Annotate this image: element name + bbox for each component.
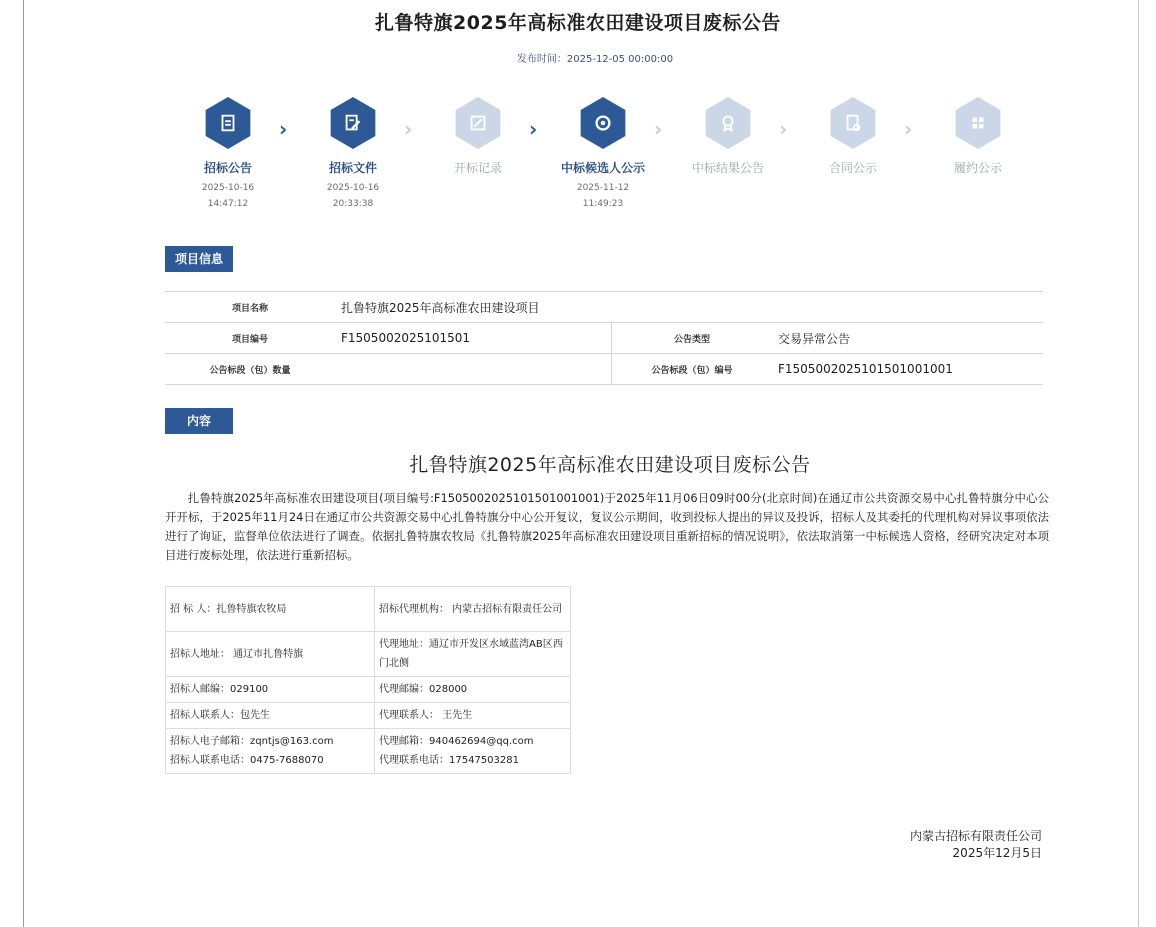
step-date: 2025-11-12 11:49:23 — [576, 183, 630, 209]
step-bid-documents[interactable] — [298, 97, 408, 212]
step-label: 招标公告 — [203, 161, 252, 175]
agency-phone: 代理联系电话：17547503281 — [379, 755, 519, 766]
grid-icon — [952, 97, 1004, 149]
step-date — [673, 180, 783, 196]
step-arrow-icon: › — [529, 117, 538, 141]
step-arrow-icon: › — [904, 117, 913, 141]
agency-cell: 招标代理机构： 内蒙古招标有限责任公司 — [375, 587, 571, 632]
info-key: 公告类型 — [612, 323, 773, 354]
tenderer-phone: 招标人联系电话：0475-7688070 — [170, 755, 324, 766]
edit-document-icon — [327, 97, 379, 149]
step-date — [798, 180, 908, 196]
step-contract[interactable] — [798, 97, 908, 196]
signoff-date: 2025年12月5日 — [952, 846, 1042, 860]
step-arrow-icon: › — [654, 117, 663, 141]
publish-time: 发布时间：2025-12-05 00:00:00 — [516, 54, 674, 65]
agency-postcode-cell: 代理邮编：028000 — [375, 677, 571, 703]
award-icon — [702, 97, 754, 149]
signoff-org: 内蒙古招标有限责任公司 — [909, 829, 1042, 843]
project-name-value: 扎鲁特旗2025年高标准农田建设项目 — [335, 292, 1043, 323]
step-date — [423, 180, 533, 196]
tenderer-email: 招标人电子邮箱：zqntjs@163.com — [170, 736, 334, 747]
tab-content[interactable]: 内容 — [165, 408, 233, 434]
step-bid-notice[interactable] — [173, 97, 283, 212]
step-label: 合同公示 — [828, 161, 877, 175]
target-icon — [577, 97, 629, 149]
step-date: 2025-10-16 14:47:12 — [201, 183, 255, 209]
step-arrow-icon: › — [404, 117, 413, 141]
step-label: 中标结果公告 — [691, 161, 764, 175]
notice-type-value: 交易异常公告 — [772, 323, 1043, 354]
info-key: 项目名称 — [165, 292, 335, 323]
project-info-table — [165, 291, 1043, 385]
info-key: 项目编号 — [165, 323, 335, 354]
agency-email-phone-cell — [375, 729, 571, 774]
step-date: 2025-10-16 20:33:38 — [326, 183, 380, 209]
agency-contact-cell: 代理联系人： 王先生 — [375, 703, 571, 729]
step-bid-opening-record[interactable] — [423, 97, 533, 196]
tenderer-postcode-cell: 招标人邮编：029100 — [166, 677, 375, 703]
project-code-value: F1505002025101501 — [335, 323, 612, 354]
document-title: 扎鲁特旗2025年高标准农田建设项目废标公告 — [409, 454, 811, 476]
contact-table — [165, 586, 571, 774]
agency-email: 代理邮箱：940462694@qq.com — [379, 736, 534, 747]
step-arrow-icon: › — [779, 117, 788, 141]
lot-code-value: F1505002025101501001001 — [772, 354, 1043, 385]
step-winning-result[interactable] — [673, 97, 783, 196]
info-key: 公告标段（包）数量 — [165, 354, 335, 385]
step-label: 履约公示 — [953, 161, 1002, 175]
step-date — [923, 180, 1033, 196]
info-key: 公告标段（包）编号 — [612, 354, 773, 385]
record-icon — [452, 97, 504, 149]
document-body: 扎鲁特旗2025年高标准农田建设项目(项目编号:F1505002025101501001001)于2025年11月06日09时00分(北京时间)在通辽市公共资源交易中心扎鲁特旗分中心公开开标，于2025年11月24日在通辽市公共资源交易中心扎鲁特旗分中心公开复议，复议公示期间，收到投标人提出的异议及投诉，招标人及其委托的代理机构对异议事项依法进行了询证，监督单位依法进行了调查。依据扎鲁特旗农牧局《扎鲁特旗2025年高标准农田建设项目重新招标的情况说明》，依法取消第一中标候选人资格，经研究决定对本项目进行废标处理，依法进行重新招标。 — [165, 491, 1049, 562]
tenderer-address-cell: 招标人地址： 通辽市扎鲁特旗 — [166, 632, 375, 677]
step-label: 招标文件 — [328, 161, 377, 175]
document-icon — [202, 97, 254, 149]
step-performance[interactable] — [923, 97, 1033, 196]
step-arrow-icon: › — [279, 117, 288, 141]
step-label: 开标记录 — [453, 161, 502, 175]
agency-address-cell: 代理地址：通辽市开发区水域蓝湾AB区西门北侧 — [375, 632, 571, 677]
contract-icon — [827, 97, 879, 149]
step-label: 中标候选人公示 — [560, 161, 645, 175]
signoff — [770, 828, 1042, 862]
tenderer-email-phone-cell — [166, 729, 375, 774]
step-winning-candidate[interactable] — [548, 97, 658, 212]
tab-project-info[interactable]: 项目信息 — [165, 246, 233, 272]
page-title: 扎鲁特旗2025年高标准农田建设项目废标公告 — [375, 12, 781, 34]
tenderer-cell: 招 标 人：扎鲁特旗农牧局 — [166, 587, 375, 632]
lot-count-value — [335, 354, 612, 385]
tenderer-contact-cell: 招标人联系人：包先生 — [166, 703, 375, 729]
